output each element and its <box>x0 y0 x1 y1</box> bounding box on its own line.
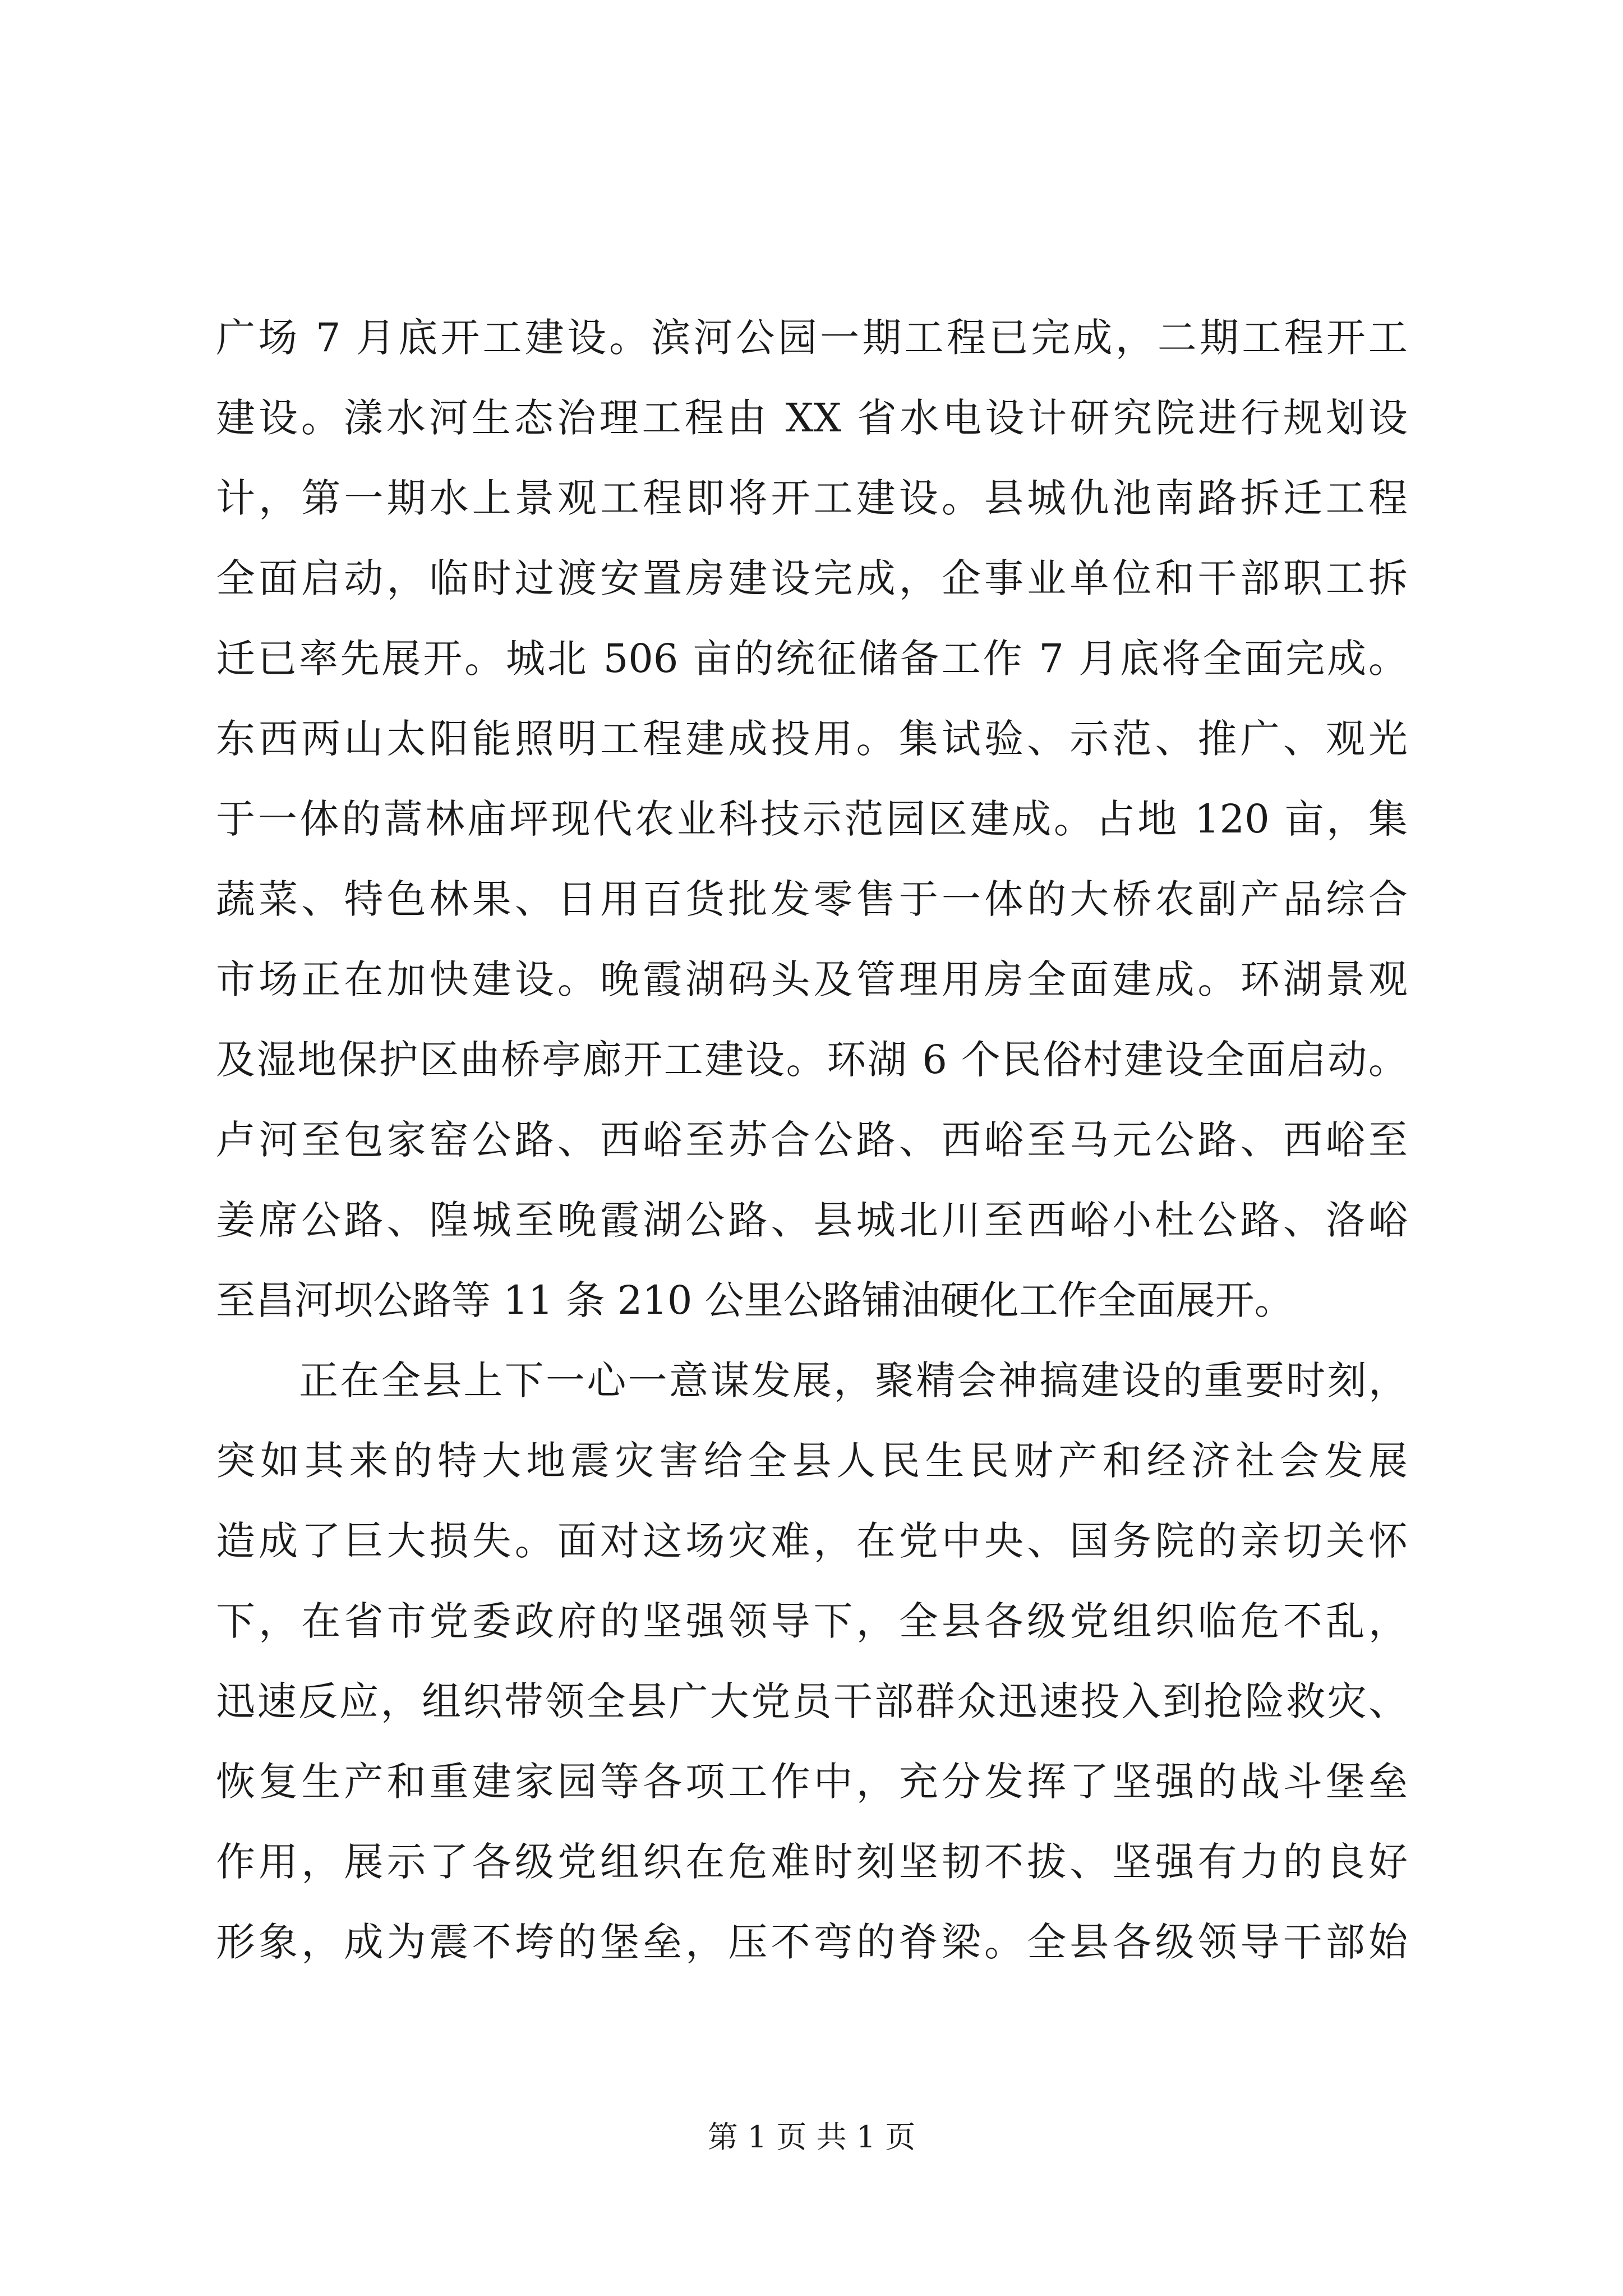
paragraph-1 <box>216 298 1408 1341</box>
paragraph-2 <box>216 1341 1408 1982</box>
text-line: 卢河至包家窑公路、西峪至苏合公路、西峪至马元公路、西峪至 <box>216 1117 1408 1163</box>
text-line: 姜席公路、隍城至晚霞湖公路、县城北川至西峪小杜公路、洛峪 <box>216 1197 1408 1243</box>
text-line: 作用，展示了各级党组织在危难时刻坚韧不拔、坚强有力的良好 <box>216 1839 1408 1885</box>
text-line: 建设。漾水河生态治理工程由 XX 省水电设计研究院进行规划设 <box>216 395 1408 441</box>
text-line: 于一体的蒿林庙坪现代农业科技示范园区建成。占地 120 亩，集 <box>216 796 1408 842</box>
text-line: 广场 7 月底开工建设。滨河公园一期工程已完成，二期工程开工 <box>216 315 1408 361</box>
page-number: 第 1 页 共 1 页 <box>707 2119 916 2155</box>
text-line: 造成了巨大损失。面对这场灾难，在党中央、国务院的亲切关怀 <box>216 1518 1408 1564</box>
text-line: 市场正在加快建设。晚霞湖码头及管理用房全面建成。环湖景观 <box>216 956 1408 1002</box>
text-line: 全面启动，临时过渡安置房建设完成，企事业单位和干部职工拆 <box>216 555 1408 601</box>
text-line: 形象，成为震不垮的堡垒，压不弯的脊梁。全县各级领导干部始 <box>216 1919 1408 1965</box>
text-line: 蔬菜、特色林果、日用百货批发零售于一体的大桥农副产品综合 <box>216 876 1408 922</box>
text-line: 迁已率先展开。城北 506 亩的统征储备工作 7 月底将全面完成。 <box>216 636 1408 682</box>
text-line: 东西两山太阳能照明工程建成投用。集试验、示范、推广、观光 <box>216 716 1408 762</box>
text-line: 迅速反应，组织带领全县广大党员干部群众迅速投入到抢险救灾、 <box>216 1678 1408 1724</box>
text-line: 及湿地保护区曲桥亭廊开工建设。环湖 6 个民俗村建设全面启动。 <box>216 1037 1408 1083</box>
text-line: 至昌河坝公路等 11 条 210 公里公路铺油硬化工作全面展开。 <box>216 1277 1294 1323</box>
text-line: 突如其来的特大地震灾害给全县人民生民财产和经济社会发展 <box>216 1438 1408 1484</box>
text-line: 正在全县上下一心一意谋发展，聚精会神搞建设的重要时刻， <box>299 1358 1408 1404</box>
text-line: 计，第一期水上景观工程即将开工建设。县城仇池南路拆迁工程 <box>216 475 1408 521</box>
text-line: 恢复生产和重建家园等各项工作中，充分发挥了坚强的战斗堡垒 <box>216 1759 1408 1805</box>
text-line: 下，在省市党委政府的坚强领导下，全县各级党组织临危不乱， <box>216 1598 1408 1644</box>
body-text <box>216 298 1408 1982</box>
